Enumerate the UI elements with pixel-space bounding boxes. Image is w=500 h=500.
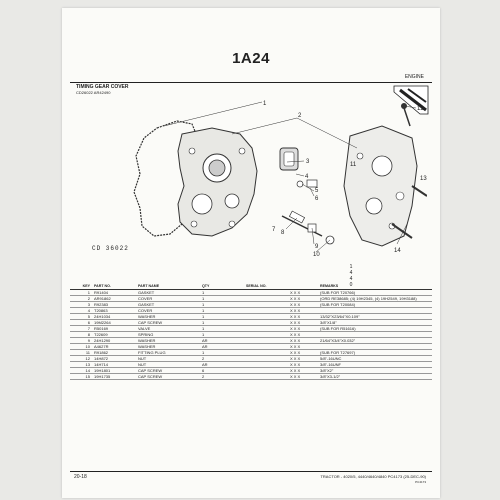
- cell-part-name: CAP SCREW: [136, 368, 200, 374]
- parts-catalog-page: [62, 8, 440, 498]
- cell-part-no: 19M2264: [92, 320, 136, 326]
- drawing-id: CD 36022: [92, 245, 129, 252]
- cell-qty: 1: [200, 296, 244, 302]
- cell-marks: X X X: [288, 296, 318, 302]
- cell-remarks: (SUB FOR T20766): [318, 290, 432, 296]
- cell-part-no: A4627R: [92, 344, 136, 350]
- footer-date: (25-DEC-90): [403, 474, 426, 479]
- cell-remarks: 13/32"X23/64"X0.109": [318, 314, 432, 320]
- cell-part-no: 19H1735: [92, 374, 136, 380]
- callout-6: 6: [315, 196, 319, 202]
- cell-key: 5: [70, 314, 92, 320]
- table-row: [70, 374, 432, 380]
- footer-model: TRACTOR - 4020/5, 4440/4640/4840 PC4173: [320, 474, 403, 479]
- cell-key: 7: [70, 326, 92, 332]
- cell-key: 11: [70, 350, 92, 356]
- callout-13: 13: [420, 176, 427, 182]
- cell-part-no: AR91862: [92, 296, 136, 302]
- cell-remarks: 3/8"X3-1/2": [318, 374, 432, 380]
- cell-key: 14: [70, 368, 92, 374]
- cell-part-name: VALVE: [136, 326, 200, 332]
- cell-marks: X X X: [288, 326, 318, 332]
- cell-marks: X X X: [288, 368, 318, 374]
- cell-key: 13: [70, 362, 92, 368]
- cell-part-no: T20863: [92, 308, 136, 314]
- cell-part-no: T22609: [92, 332, 136, 338]
- cell-part-name: GASKET: [136, 302, 200, 308]
- callout-9: 9: [315, 244, 319, 250]
- col-remarks: REMARKS: [318, 284, 432, 290]
- cell-remarks: 3/8"X1/8": [318, 320, 432, 326]
- callout-7: 7: [272, 227, 276, 233]
- cell-part-no: 24H1290: [92, 338, 136, 344]
- callout-4: 4: [305, 174, 309, 180]
- col-part-name: PART NAME: [136, 284, 200, 290]
- cell-key: 10: [70, 344, 92, 350]
- cell-part-name: WASHER: [136, 338, 200, 344]
- footer-code: PC4173: [415, 480, 426, 484]
- callout-5: 5: [315, 188, 319, 194]
- cell-qty: 1: [200, 302, 244, 308]
- cell-marks: X X X: [288, 320, 318, 326]
- cell-key: 12: [70, 356, 92, 362]
- exploded-parts-diagram: [82, 96, 427, 266]
- cell-part-name: NUT: [136, 362, 200, 368]
- callout-3: 3: [306, 159, 310, 165]
- cell-qty: 1: [200, 290, 244, 296]
- cell-part-name: COVER: [136, 308, 200, 314]
- cell-marks: X X X: [288, 344, 318, 350]
- cell-part-no: R50169: [92, 326, 136, 332]
- col-serial-no: SERIAL NO.: [244, 284, 288, 290]
- parts-table-body: [70, 290, 432, 380]
- engine-block: [344, 126, 417, 246]
- cell-qty: AR: [200, 362, 244, 368]
- callout-1: 1: [263, 101, 267, 107]
- callout-11: 11: [350, 162, 357, 168]
- cell-part-name: GASKET: [136, 290, 200, 296]
- cell-part-name: COVER: [136, 296, 200, 302]
- group-subtitle: CD26022 AR42490: [76, 90, 111, 95]
- cell-marks: X X X: [288, 374, 318, 380]
- cell-key: 3: [70, 302, 92, 308]
- cell-key: 6: [70, 320, 92, 326]
- cell-marks: X X X: [288, 308, 318, 314]
- cell-key: 15: [70, 374, 92, 380]
- col-key: KEY: [70, 284, 92, 290]
- cell-marks: X X X: [288, 356, 318, 362]
- cell-qty: 6: [200, 368, 244, 374]
- cell-part-no: 24H1034: [92, 314, 136, 320]
- cell-remarks: 3/8"-16UNF: [318, 362, 432, 368]
- cell-marks: X X X: [288, 290, 318, 296]
- cell-marks: X X X: [288, 314, 318, 320]
- cell-part-no: R92383: [92, 302, 136, 308]
- cell-qty: 1: [200, 320, 244, 326]
- cell-remarks: (SUB FOR T27697): [318, 350, 432, 356]
- cell-part-no: 19H1801: [92, 368, 136, 374]
- callout-8: 8: [281, 230, 285, 236]
- cell-marks: X X X: [288, 302, 318, 308]
- cell-key: 4: [70, 308, 92, 314]
- cell-remarks: (ORD RE38685; (4) 19H2345, (4) 19H2549, 19H3188): [318, 296, 432, 302]
- cell-serial-no: [244, 374, 288, 380]
- section-label: ENGINE: [404, 74, 424, 80]
- cell-marks: X X X: [288, 338, 318, 344]
- cell-qty: 1: [200, 350, 244, 356]
- serial-column-header: 1 4 4 0: [349, 264, 353, 288]
- cell-part-name: WASHER: [136, 314, 200, 320]
- cell-key: 2: [70, 296, 92, 302]
- cell-key: 8: [70, 332, 92, 338]
- cell-part-name: CAP SCREW: [136, 320, 200, 326]
- header-rule: [70, 82, 432, 83]
- cell-qty: 1: [200, 308, 244, 314]
- cell-part-name: WASHER: [136, 344, 200, 350]
- cell-remarks: (SUB FOR T20084): [318, 302, 432, 308]
- footer-info: [320, 474, 426, 479]
- cell-qty: 2: [200, 374, 244, 380]
- cell-part-name: FITTING PLUG: [136, 350, 200, 356]
- cell-remarks: (SUB FOR R51616): [318, 326, 432, 332]
- cell-qty: AR: [200, 344, 244, 350]
- footer-rule: [70, 471, 432, 472]
- col-part-no: PART NO.: [92, 284, 136, 290]
- cell-part-no: R91862: [92, 350, 136, 356]
- cell-part-no: 14H714: [92, 362, 136, 368]
- callout-10: 10: [313, 252, 320, 258]
- cell-part-name: NUT: [136, 356, 200, 362]
- cell-part-name: SPRING: [136, 332, 200, 338]
- cell-key: 1: [70, 290, 92, 296]
- cell-part-no: 14H872: [92, 356, 136, 362]
- cell-marks: X X X: [288, 362, 318, 368]
- cell-remarks: 21/64"X3/4"X0.032": [318, 338, 432, 344]
- cell-part-name: CAP SCREW: [136, 374, 200, 380]
- cell-marks: X X X: [288, 332, 318, 338]
- group-title: TIMING GEAR COVER: [76, 84, 129, 90]
- cell-remarks: 3/8"X2": [318, 368, 432, 374]
- cell-qty: 1: [200, 332, 244, 338]
- callout-14: 14: [394, 248, 401, 254]
- callout-2: 2: [298, 113, 302, 119]
- cell-marks: X X X: [288, 350, 318, 356]
- cell-qty: 2: [200, 356, 244, 362]
- col-qty: QTY: [200, 284, 244, 290]
- cell-key: 9: [70, 338, 92, 344]
- cell-qty: 1: [200, 326, 244, 332]
- parts-table: [70, 284, 432, 380]
- cell-part-no: R91404: [92, 290, 136, 296]
- cell-qty: AR: [200, 338, 244, 344]
- page-title: 1A24: [232, 50, 270, 67]
- cell-remarks: 5/8"-16UNC: [318, 356, 432, 362]
- page-number: 20-18: [74, 474, 87, 480]
- callout-12: 12: [417, 106, 424, 112]
- cell-qty: 1: [200, 314, 244, 320]
